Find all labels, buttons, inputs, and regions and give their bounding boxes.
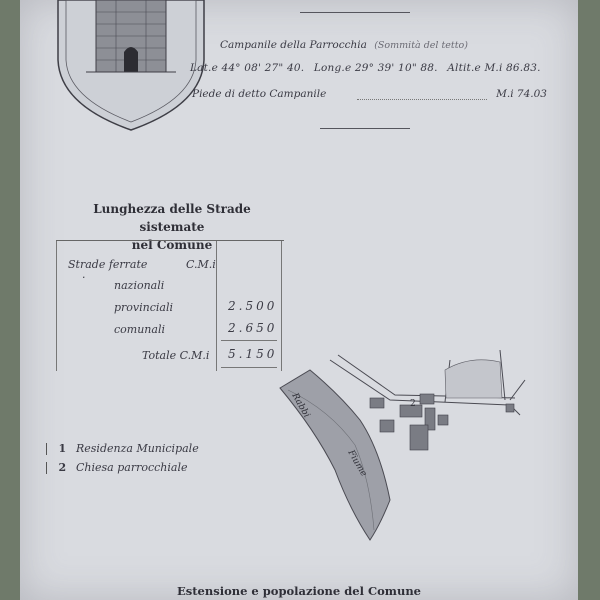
top-rule [300, 12, 410, 13]
legend-number: 2 [58, 461, 67, 474]
total-row [142, 349, 209, 362]
map-marker-2: 2 [410, 399, 416, 409]
table-row: · [82, 271, 86, 284]
total-value: 5.150 [228, 347, 278, 361]
row-label: comunali [114, 323, 165, 336]
legend-number: 1 [58, 442, 67, 455]
roads-title-line1: Lunghezza delle Strade sistemate [93, 202, 251, 234]
row-value: 2.500 [228, 299, 278, 313]
campanile-note: (Sommità del tetto) [374, 40, 468, 51]
river-label-fiume: Fiume [345, 448, 369, 479]
campanile-label: Campanile della Parrocchia [220, 39, 367, 51]
coat-of-arms-shield [56, 0, 206, 135]
table-row [68, 258, 147, 271]
river-label-rabbi: Rabbi [289, 391, 312, 420]
legend-text: Residenza Municipale [76, 442, 199, 455]
table-row [114, 279, 164, 292]
middle-rule [320, 128, 410, 129]
total-rule [221, 340, 277, 341]
row-label: nazionali [114, 279, 165, 292]
coordinates-line [190, 62, 547, 74]
town-map [270, 340, 540, 545]
leader-dots [357, 99, 487, 100]
table-row [114, 323, 165, 336]
roads-table [56, 240, 284, 371]
row-label: Strade ferrate [68, 258, 148, 271]
legend-bar [46, 443, 47, 455]
legend-text: Chiesa parrocchiale [76, 461, 188, 474]
table-left-border [56, 241, 57, 371]
row-unit: C.M.i [186, 258, 216, 271]
latitude: Lat.e 44° 08' 27" 40. [190, 62, 305, 74]
altitude: Altit.e M.i 86.83. [447, 62, 541, 74]
legend-bar [46, 462, 47, 474]
piede-label: Piede di detto Campanile [192, 88, 327, 100]
table-column-divider-1 [216, 241, 217, 371]
piede-value: M.i 74.03 [496, 88, 547, 100]
roads-title-line2: nel Comune [131, 238, 213, 252]
longitude: Long.e 29° 39' 10" 88. [313, 62, 438, 74]
table-row [114, 301, 173, 314]
row-value: 2.650 [228, 321, 278, 335]
legend-item [46, 461, 187, 474]
row-label: provinciali [114, 301, 174, 314]
total-label: Totale C.M.i [142, 349, 210, 362]
legend-item [46, 442, 199, 455]
footer-heading: Estensione e popolazione del Comune [177, 584, 421, 598]
campanile-caption [220, 39, 468, 51]
total-underline [221, 367, 277, 368]
unit-label [186, 258, 216, 271]
map-sheet [20, 0, 578, 600]
piede-line [192, 88, 547, 100]
